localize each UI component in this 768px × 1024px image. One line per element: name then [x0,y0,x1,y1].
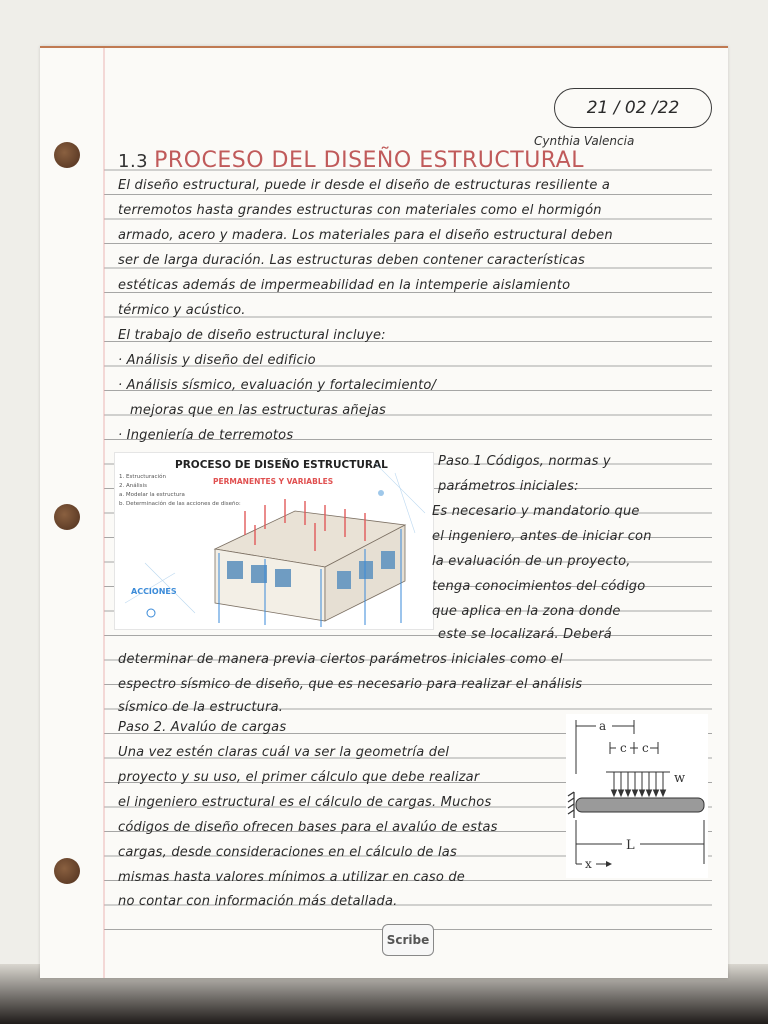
binder-hole [54,504,80,530]
figure-subtitle: PERMANENTES Y VARIABLES [213,477,334,486]
paso1-line: el ingeniero, antes de iniciar con [432,529,652,544]
figure-title: PROCESO DE DISEÑO ESTRUCTURAL [175,459,388,471]
notebook-page [40,46,728,978]
paso2-line: códigos de diseño ofrecen bases para el avalúo de estas [118,820,498,835]
paso1-cont-line: espectro sísmico de diseño, que es necesario para realizar el análisis [118,677,583,692]
paso1-cont-line: determinar de manera previa ciertos parámetros iniciales como el [118,652,563,667]
paso1-line: que aplica en la zona donde [432,604,621,619]
paso2-line: Una vez estén claras cuál va ser la geometría del [118,745,450,760]
page-title [118,148,584,173]
paragraph-line: estéticas además de impermeabilidad en la intemperie aislamiento [118,278,571,293]
date-stamp: 21 / 02 /22 [554,88,712,128]
figure-acciones-label: ACCIONES [131,587,177,596]
section-number: 1.3 [118,151,149,172]
work-item: · Análisis y diseño del edificio [118,353,316,368]
figure-list-item: 2. Análisis [119,483,147,489]
paragraph-line: armado, acero y madera. Los materiales para el diseño estructural deben [118,228,613,243]
paragraph-line: térmico y acústico. [118,303,246,318]
beam-label-w: w [674,771,686,786]
paso1-line: tenga conocimientos del código [432,579,646,594]
paragraph-line: ser de larga duración. Las estructuras deben contener características [118,253,586,268]
work-item: · Análisis sísmico, evaluación y fortalecimiento/ [118,378,437,393]
beam-label-c: c [620,741,627,755]
work-item: mejoras que en las estructuras añejas [130,403,387,418]
figure-list-item: b. Determinación de las acciones de diseño: [119,501,241,507]
figure-list-item: a. Modelar la estructura [119,492,185,498]
paso1-line: este se localizará. Deberá [438,627,612,642]
paso2-line: cargas, desde consideraciones en el cálculo de las [118,845,457,860]
paragraph-line: El diseño estructural, puede ir desde el diseño de estructuras resiliente a [118,178,611,193]
paso2-title: Paso 2. Avalúo de cargas [118,720,287,735]
author-name: Cynthia Valencia [534,134,635,148]
scribe-watermark-logo: Scribe [382,924,434,956]
paso1-line: Es necesario y mandatorio que [432,504,640,519]
beam-label-x: x [585,857,592,871]
figure-list-item: 1. Estructuración [119,474,166,480]
paso2-line: mismas hasta valores mínimos a utilizar en caso de [118,870,466,885]
structural-design-figure [114,452,434,630]
paso2-line: el ingeniero estructural es el cálculo de cargas. Muchos [118,795,492,810]
paragraph-line: terremotos hasta grandes estructuras con materiales como el hormigón [118,203,602,218]
paso1-line: parámetros iniciales: [438,479,579,494]
beam-label-c: c [642,741,649,755]
binder-hole [54,142,80,168]
beam-load-diagram [566,714,708,878]
paso2-line: proyecto y su uso, el primer cálculo que debe realizar [118,770,480,785]
beam-label-L: L [626,838,635,853]
binder-hole [54,858,80,884]
paso2-line: no contar con información más detallada. [118,894,398,909]
paso1-title: Paso 1 Códigos, normas y [438,454,611,469]
paso1-cont-line: sísmico de la estructura. [118,700,284,715]
work-item: · Ingeniería de terremotos [118,428,294,443]
beam-label-a: a [599,719,607,733]
work-intro: El trabajo de diseño estructural incluye: [118,328,386,343]
house-illustration [115,453,433,629]
paso1-line: la evaluación de un proyecto, [432,554,631,569]
title-text: PROCESO DEL DISEÑO ESTRUCTURAL [154,148,584,173]
